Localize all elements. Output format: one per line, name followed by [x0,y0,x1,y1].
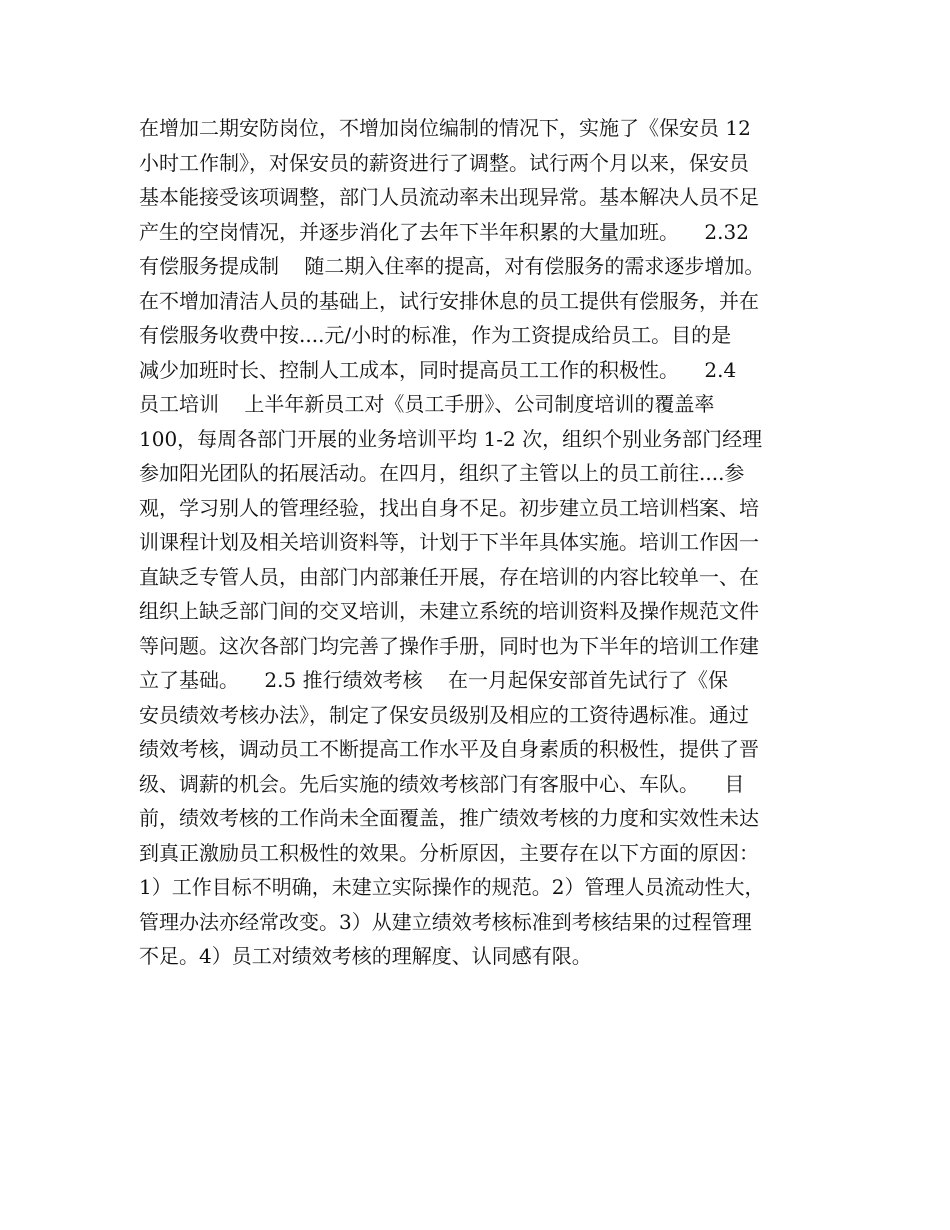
text-line: 员工培训 上半年新员工对《员工手册》、公司制度培训的覆盖率 [139,392,715,416]
text-line: 前，绩效考核的工作尚未全面覆盖，推广绩效考核的力度和实效性未达 [139,806,759,830]
text-line: 参加阳光团队的拓展活动。在四月，组织了主管以上的员工前往....参 [139,461,745,485]
text-line: 等问题。这次各部门均完善了操作手册，同时也为下半年的培训工作建 [139,633,759,658]
body-paragraph [139,111,819,974]
text-line: 绩效考核，调动员工不断提高工作水平及自身素质的积极性，提供了晋 [139,737,759,761]
text-line: 产生的空岗情况，并逐步消化了去年下半年积累的大量加班。 2.32 [139,219,749,244]
text-line: 基本能接受该项调整，部门人员流动率未出现异常。基本解决人员不足 [139,185,759,209]
text-line: 立了基础。 2.5 推行绩效考核 在一月起保安部首先试行了《保 [139,668,729,692]
text-line: 观，学习别人的管理经验，找出自身不足。初步建立员工培训档案、培 [139,495,759,520]
text-line: 100，每周各部门开展的业务培训平均 1-2 次，组织个别业务部门经理 [139,426,763,451]
text-line: 在增加二期安防岗位，不增加岗位编制的情况下，实施了《保安员 12 [139,116,751,140]
text-line: 有偿服务收费中按....元/小时的标准，作为工资提成给员工。目的是 [139,323,732,347]
text-line: 管理办法亦经常改变。3）从建立绩效考核标准到考核结果的过程管理 [139,909,752,934]
text-line: 直缺乏专管人员，由部门内部兼任开展，存在培训的内容比较单一、在 [139,564,759,589]
text-line: 小时工作制》，对保安员的薪资进行了调整。试行两个月以来，保安员 [139,150,749,175]
text-line: 减少加班时长、控制人工成本，同时提高员工工作的积极性。 2.4 [139,357,737,382]
text-line: 有偿服务提成制 随二期入住率的提高，对有偿服务的需求逐步增加。 [139,254,765,278]
text-line: 在不增加清洁人员的基础上，试行安排休息的员工提供有偿服务，并在 [139,288,759,313]
text-line: 安员绩效考核办法》，制定了保安员级别及相应的工资待遇标准。通过 [139,702,749,727]
text-line: 级、调薪的机会。先后实施的绩效考核部门有客服中心、车队。 目 [139,771,745,796]
text-line: 到真正激励员工积极性的效果。分析原因，主要存在以下方面的原因： [139,840,759,865]
text-line: 训课程计划及相关培训资料等，计划于下半年具体实施。培训工作因一 [139,530,759,554]
text-line: 组织上缺乏部门间的交叉培训，未建立系统的培训资料及操作规范文件 [139,599,759,623]
text-line: 不足。4）员工对绩效考核的理解度、认同感有限。 [139,944,592,968]
text-line: 1）工作目标不明确，未建立实际操作的规范。2）管理人员流动性大， [139,875,765,899]
